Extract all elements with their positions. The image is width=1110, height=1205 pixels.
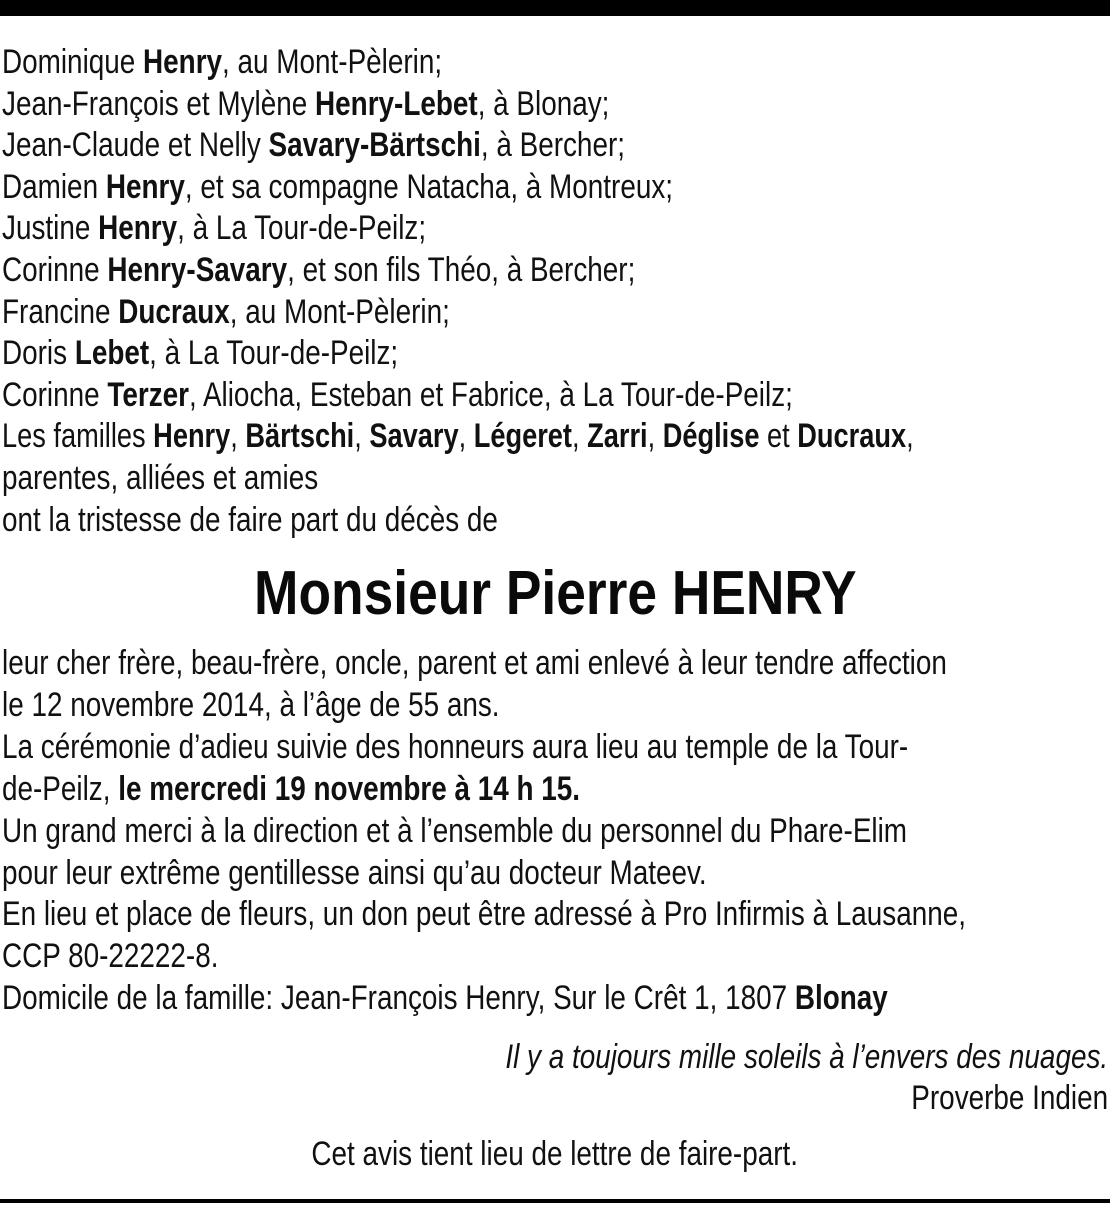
family-text: Francine <box>2 292 119 331</box>
body-line: En lieu et place de fleurs, un don peut être adressé à Pro Infirmis à Lausanne, <box>2 895 966 934</box>
family-name: Légeret <box>473 417 572 456</box>
family-text: , à Bercher; <box>480 126 625 165</box>
family-name: Henry-Lebet <box>315 84 478 123</box>
footer-text: Cet avis tient lieu de lettre de faire-part. <box>311 1135 799 1173</box>
family-name: Henry-Savary <box>107 250 288 289</box>
family-text: , et son fils Théo, à Bercher; <box>287 250 636 289</box>
family-text: , à La Tour-de-Peilz; <box>149 334 399 373</box>
family-line <box>2 333 909 375</box>
family-text: , Aliocha, Esteban et Fabrice, à La Tour-de-Peilz; <box>188 375 793 414</box>
body-line: le 12 novembre 2014, à l’âge de 55 ans. <box>2 685 500 724</box>
family-text: Jean-François et Mylène <box>2 84 316 123</box>
family-list <box>2 42 1108 541</box>
family-text: , et sa compagne Natacha, à Montreux; <box>184 167 674 206</box>
family-name: Ducraux <box>797 417 907 456</box>
family-text: Corinne <box>2 375 108 414</box>
family-name: Henry <box>98 209 178 248</box>
family-name: Lebet <box>74 334 150 373</box>
domicile-town: Blonay <box>794 979 888 1018</box>
family-text: Justine <box>2 209 99 248</box>
notice-body <box>2 643 1108 1020</box>
announce-line: ont la tristesse de faire part du décès de <box>2 500 498 539</box>
family-text: , au Mont-Pèlerin; <box>229 292 450 331</box>
family-text: Dominique <box>2 43 144 81</box>
top-rule <box>0 0 1110 16</box>
relatives-line: parentes, alliées et amies <box>2 458 319 497</box>
family-text: , à La Tour-de-Peilz; <box>177 209 427 248</box>
family-text: Jean-Claude et Nelly <box>2 126 269 165</box>
family-line <box>2 42 909 84</box>
deceased-name <box>0 556 1110 632</box>
separator: , <box>906 417 914 456</box>
family-line <box>2 84 909 126</box>
family-name: Savary-Bärtschi <box>268 126 481 165</box>
family-text: , à Blonay; <box>477 84 610 123</box>
separator: , <box>647 417 663 456</box>
family-text: Damien <box>2 167 106 206</box>
separator: , <box>458 417 474 456</box>
family-name: Henry <box>143 43 223 81</box>
family-name: Zarri <box>587 417 648 456</box>
ceremony-line <box>2 769 909 811</box>
footer-note <box>0 1134 1110 1175</box>
family-name: Terzer <box>107 375 189 414</box>
family-name: Déglise <box>662 417 760 456</box>
family-name: Henry <box>105 167 185 206</box>
body-line: CCP 80-22222-8. <box>2 937 219 976</box>
quote-block <box>373 1037 1108 1119</box>
family-line <box>2 250 909 292</box>
body-line: Un grand merci à la direction et à l’ensemble du personnel du Phare-Elim <box>2 811 908 850</box>
family-line <box>2 208 909 250</box>
family-text: Les familles <box>2 417 154 456</box>
body-text: de-Peilz, <box>2 769 119 808</box>
family-line <box>2 125 909 167</box>
family-text: , au Mont-Pèlerin; <box>222 43 443 81</box>
family-line <box>2 375 909 417</box>
quote-source: Proverbe Indien <box>911 1079 1108 1117</box>
family-name: Ducraux <box>118 292 230 331</box>
body-line: pour leur extrême gentillesse ainsi qu’au docteur Mateev. <box>2 853 707 892</box>
families-line <box>2 416 914 458</box>
deceased-name-text: Monsieur Pierre HENRY <box>253 559 857 628</box>
bottom-rule <box>0 1199 1110 1203</box>
separator: , <box>354 417 370 456</box>
body-text: Domicile de la famille: Jean-François Henry, Sur le Crêt 1, 1807 <box>2 979 795 1018</box>
separator: , <box>572 417 588 456</box>
family-text: Corinne <box>2 250 108 289</box>
family-name: Bärtschi <box>245 417 355 456</box>
separator: et <box>759 417 798 456</box>
family-name: Savary <box>369 417 459 456</box>
body-line: leur cher frère, beau-frère, oncle, parent et ami enlevé à leur tendre affection <box>2 644 947 682</box>
family-line <box>2 292 909 334</box>
ceremony-date: le mercredi 19 novembre à 14 h 15. <box>118 769 581 808</box>
domicile-line <box>2 978 909 1020</box>
quote-text: Il y a toujours mille soleils à l’envers des nuages. <box>505 1038 1108 1076</box>
family-name: Henry <box>153 417 231 456</box>
family-text: Doris <box>2 334 75 373</box>
body-line: La cérémonie d’adieu suivie des honneurs aura lieu au temple de la Tour- <box>2 727 909 766</box>
separator: , <box>230 417 246 456</box>
family-line <box>2 167 909 209</box>
